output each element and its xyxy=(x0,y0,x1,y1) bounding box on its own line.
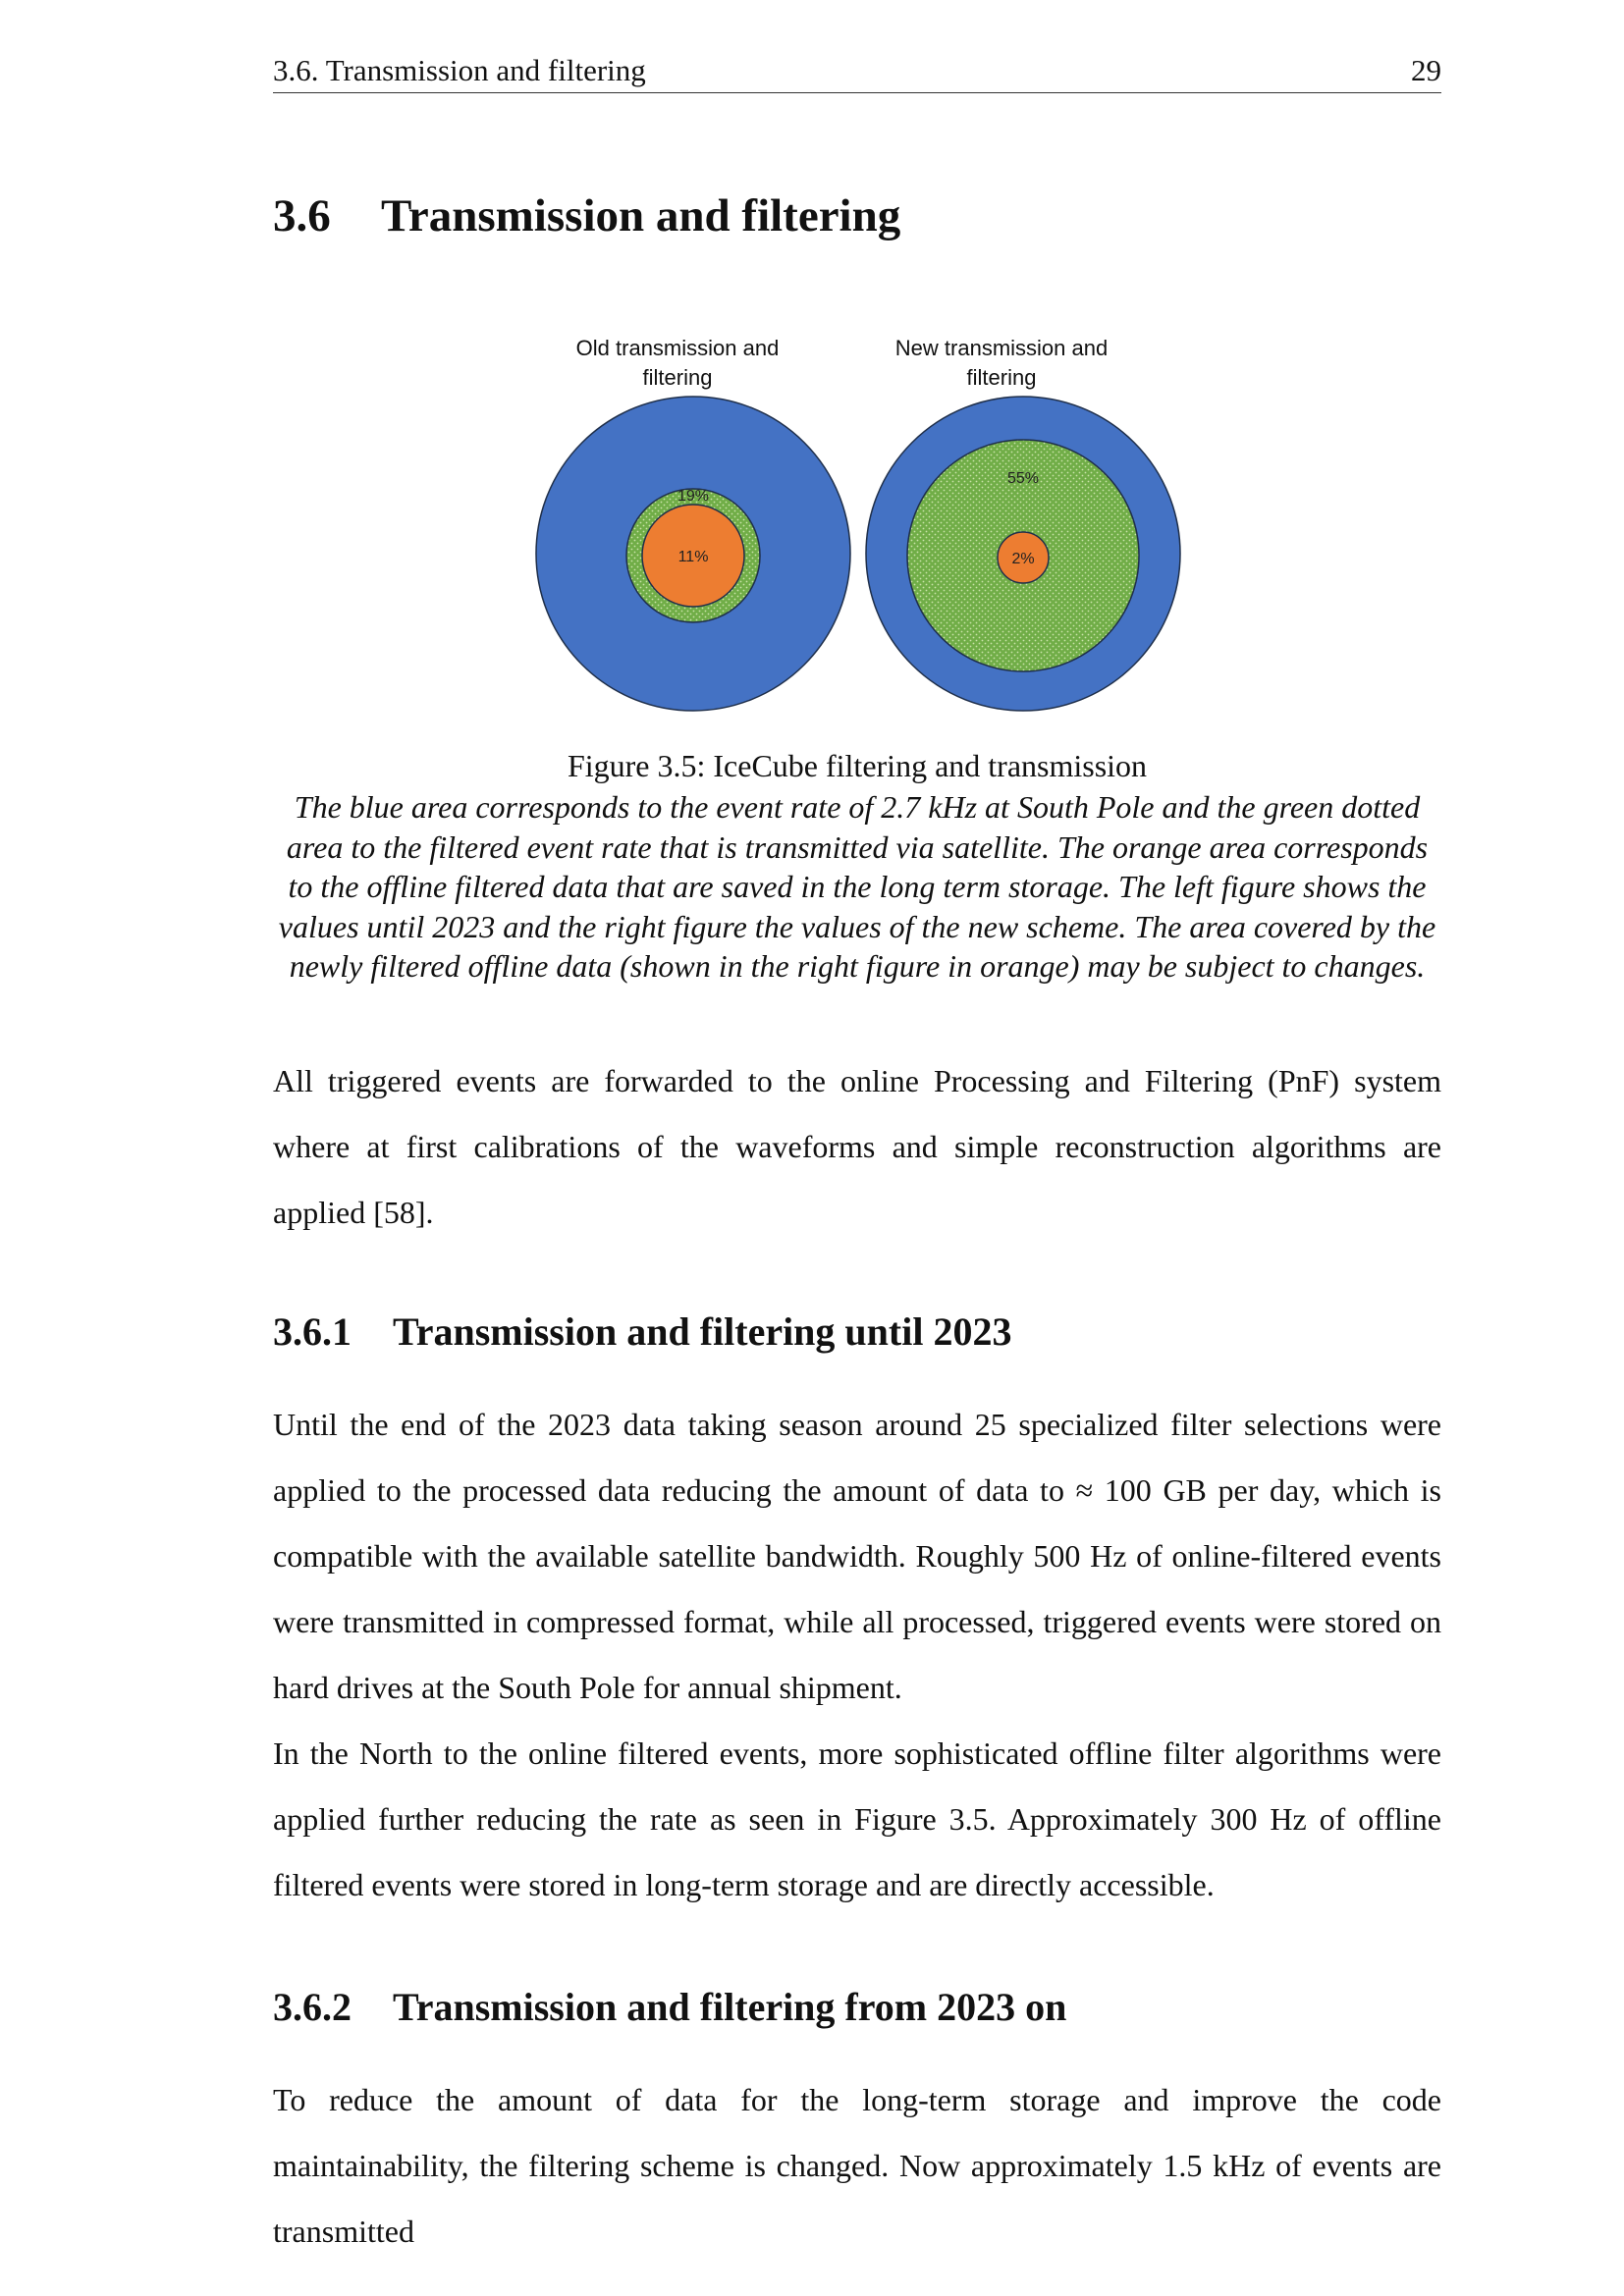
new-orange-label: 2% xyxy=(1011,551,1035,567)
figure-caption-title: Figure 3.5: IceCube filtering and transmission xyxy=(567,748,1148,783)
paragraph-from-2023-1: To reduce the amount of data for the long-term storage and improve the code maintainability, the filtering scheme is changed. Now approximately 1.5 kHz of events are transmitted xyxy=(273,2082,1441,2249)
left-title-line2: filtering xyxy=(642,365,713,390)
right-title-line1: New transmission and xyxy=(894,336,1109,360)
paragraph-until-2023-2: In the North to the online filtered events, more sophisticated offline filter algorithms were applied further reducing the rate as seen in Figure 3.5. Approximately 300 Hz of offline filtered events were stored in long-term storage and are directly accessible. xyxy=(273,1735,1441,1902)
section-title: Transmission and filtering xyxy=(381,190,901,241)
section-heading xyxy=(273,187,900,245)
running-header xyxy=(273,49,1441,93)
subsection-title: Transmission and filtering from 2023 on xyxy=(393,1985,1067,2029)
header-section-title: 3.6. Transmission and filtering xyxy=(273,53,646,87)
subsection-heading-3-6-2 xyxy=(273,1983,1066,2032)
page-number: 29 xyxy=(1411,53,1441,87)
right-title-line2: filtering xyxy=(966,365,1037,390)
subsection-heading-3-6-1 xyxy=(273,1308,1011,1357)
old-orange-label: 11% xyxy=(677,549,709,565)
subsection-number: 3.6.1 xyxy=(273,1309,352,1354)
paragraph-until-2023-1: Until the end of the 2023 data taking season around 25 specialized filter selections were applied to the processed data reducing the amount of data to ≈ 100 GB per day, which is compatible with the available satellite bandwidth. Roughly 500 Hz of online-filtered events were transmitted in compressed format, while all processed, triggered events were stored on hard drives at the South Pole for annual shipment. xyxy=(273,1407,1441,1705)
figure-3-5 xyxy=(530,324,1188,717)
new-green-label: 55% xyxy=(1006,470,1040,487)
figure-caption-body: The blue area corresponds to the event rate of 2.7 kHz at South Pole and the green dotted area to the filtered event rate that is transmitted via satellite. The orange area corresponds to the offline filtered data that are saved in the long term storage. The left figure shows the values until 2023 and the right figure the values of the new scheme. The area covered by the newly filtered offline data (shown in the right figure in orange) may be subject to changes. xyxy=(278,789,1436,984)
subsection-number: 3.6.2 xyxy=(273,1985,352,2029)
paragraph-intro: All triggered events are forwarded to the online Processing and Filtering (PnF) system where at first calibrations of the waveforms and simple reconstruction algorithms are applied [58]. xyxy=(273,1063,1441,1230)
section-number: 3.6 xyxy=(273,190,331,241)
nested-circles-chart xyxy=(530,324,1188,717)
subsection-title: Transmission and filtering until 2023 xyxy=(393,1309,1012,1354)
old-green-label: 19% xyxy=(677,488,710,505)
left-title-line1: Old transmission and xyxy=(575,336,780,360)
